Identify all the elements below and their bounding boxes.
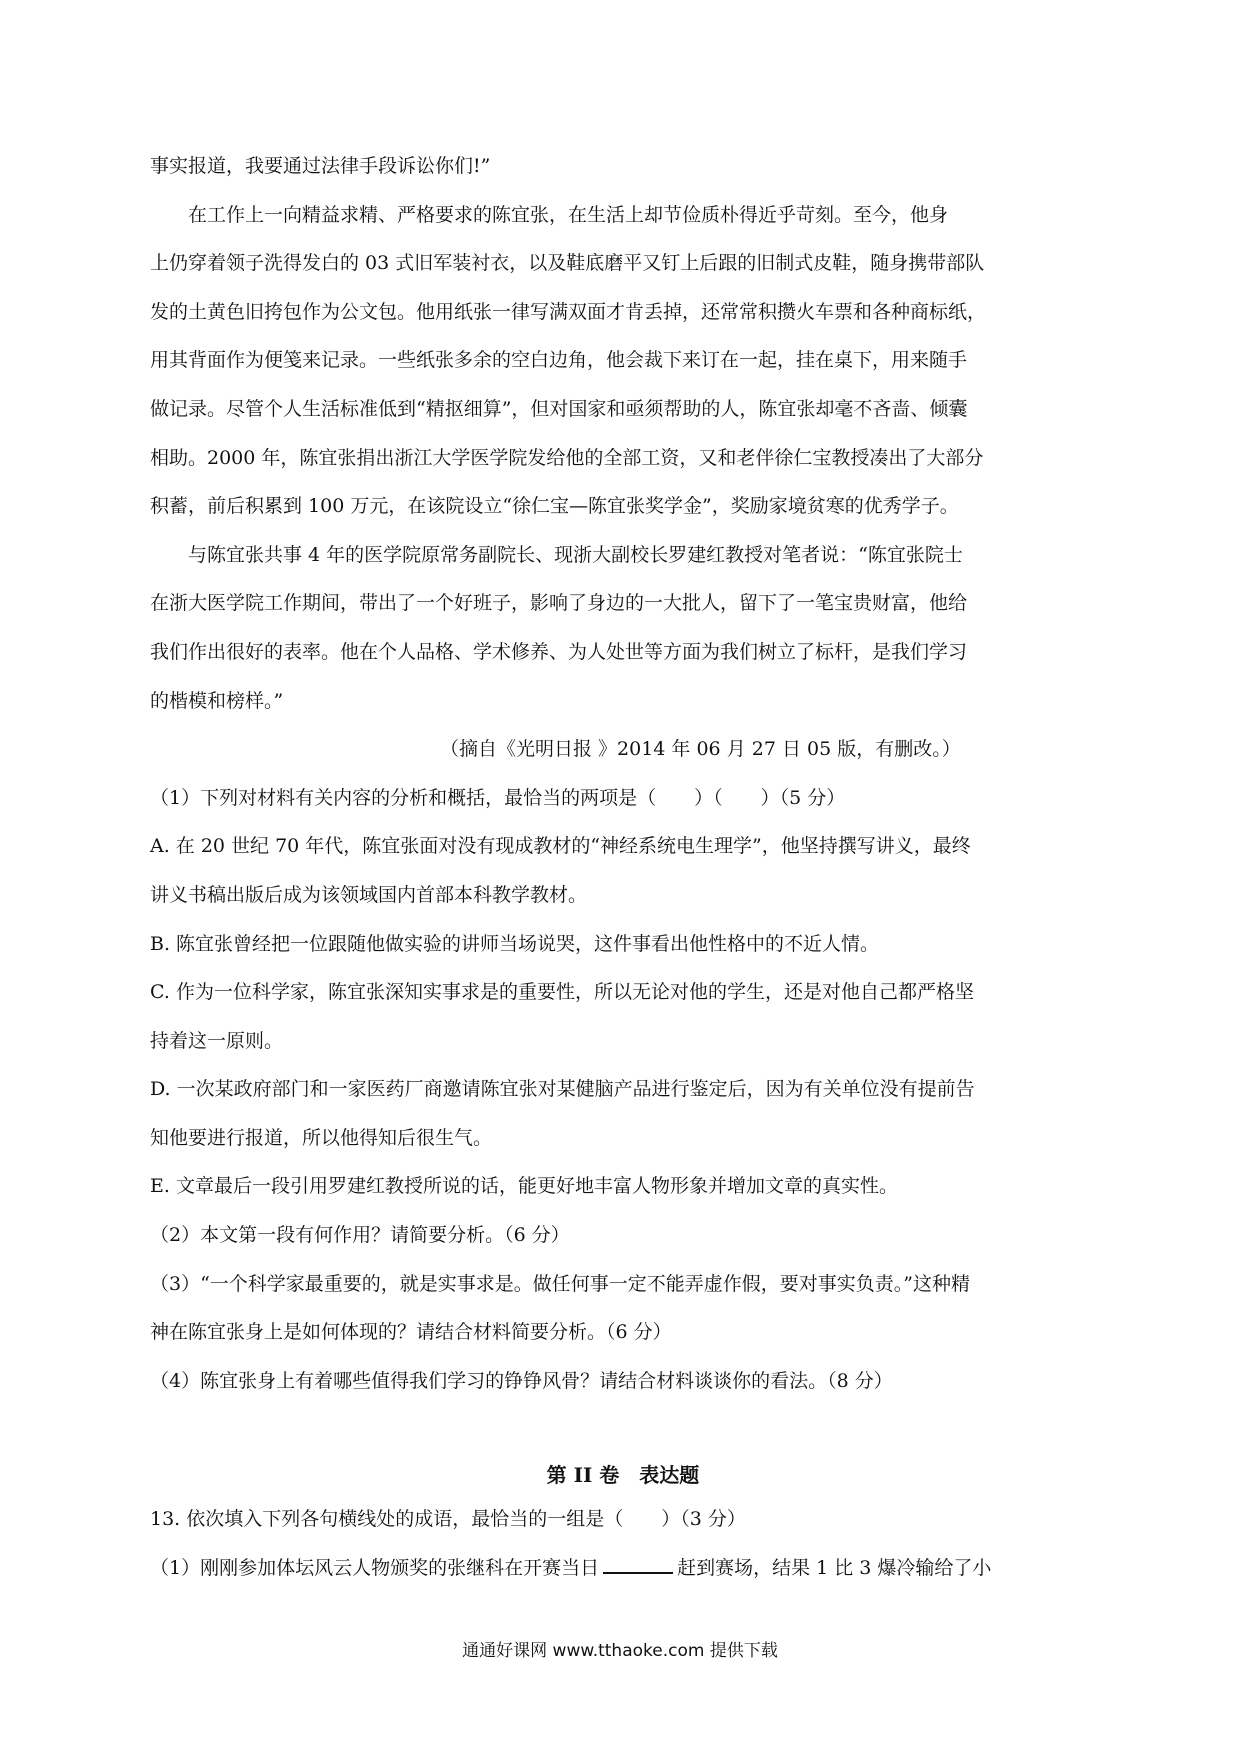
document-body — [150, 142, 1096, 1593]
paragraph-line: 在浙大医学院工作期间，带出了一个好班子，影响了身边的一大批人，留下了一笔宝贵财富，他给 — [150, 592, 968, 615]
option-e: E. 文章最后一段引用罗建红教授所说的话，能更好地丰富人物形象并增加文章的真实性。 — [150, 1175, 898, 1198]
paragraph-line: 在工作上一向精益求精、严格要求的陈宜张，在生活上却节俭质朴得近乎苛刻。至今，他身 — [188, 203, 949, 226]
option-a: 讲义书稿出版后成为该领域国内首部本科教学教材。 — [150, 883, 588, 906]
item-text-after: 赶到赛场，结果 1 比 3 爆冷输给了小 — [677, 1557, 992, 1580]
paragraph-line: 用其背面作为便笺来记录。一些纸张多余的空白边角，他会裁下来订在一起，挂在桌下，用来随手 — [150, 349, 968, 372]
option-d: D. 一次某政府部门和一家医药厂商邀请陈宜张对某健脑产品进行鉴定后，因为有关单位没有提前告 — [150, 1078, 975, 1101]
question-13-stem: 13. 依次填入下列各句横线处的成语，最恰当的一组是（ ）（3 分） — [150, 1508, 746, 1531]
paragraph-line: 我们作出很好的表率。他在个人品格、学术修养、为人处世等方面为我们树立了标杆，是我们学习 — [150, 640, 968, 663]
option-d: 知他要进行报道，所以他得知后很生气。 — [150, 1126, 493, 1149]
option-c: 持着这一原则。 — [150, 1029, 284, 1052]
paragraph-line: 发的土黄色旧挎包作为公文包。他用纸张一律写满双面才肯丢掉，还常常积攒火车票和各种商标纸， — [150, 300, 987, 323]
question-3: （3）“一个科学家最重要的，就是实事求是。做任何事一定不能弄虚作假，要对事实负责。”这种精 — [150, 1272, 971, 1295]
paragraph-line: 上仍穿着领子洗得发白的 03 式旧军装衬衣，以及鞋底磨平又钉上后跟的旧制式皮鞋，随身携带部队 — [150, 252, 985, 275]
option-b: B. 陈宜张曾经把一位跟随他做实验的讲师当场说哭，这件事看出他性格中的不近人情。 — [150, 932, 880, 955]
item-text-before: （1）刚刚参加体坛风云人物颁奖的张继科在开赛当日 — [150, 1557, 600, 1580]
question-3: 神在陈宜张身上是如何体现的？请结合材料简要分析。（6 分） — [150, 1321, 672, 1344]
question-1-stem: （1）下列对材料有关内容的分析和概括，最恰当的两项是（ ）（ ）（5 分） — [150, 786, 846, 809]
option-c: C. 作为一位科学家，陈宜张深知实事求是的重要性，所以无论对他的学生，还是对他自己都严格坚 — [150, 981, 974, 1004]
paragraph-line: 的楷模和榜样。” — [150, 689, 284, 712]
paragraph-line: 与陈宜张共事 4 年的医学院原常务副院长、现浙大副校长罗建红教授对笔者说：“陈宜张院士 — [188, 543, 963, 566]
paragraph-line: 相助。2000 年，陈宜张捐出浙江大学医学院发给他的全部工资，又和老伴徐仁宝教授凑出了大部分 — [150, 446, 984, 469]
section-title: 第 II 卷 表达题 — [546, 1463, 700, 1488]
paragraph-line: 事实报道，我要通过法律手段诉讼你们!” — [150, 155, 491, 177]
question-2: （2）本文第一段有何作用？请简要分析。（6 分） — [150, 1224, 570, 1247]
question-4: （4）陈宜张身上有着哪些值得我们学习的铮铮风骨？请结合材料谈谈你的看法。（8 分） — [150, 1369, 893, 1392]
fill-blank — [603, 1554, 673, 1574]
option-a: A. 在 20 世纪 70 年代，陈宜张面对没有现成教材的“神经系统电生理学”，他坚持撰写讲义，最终 — [150, 835, 971, 858]
paragraph-line: 做记录。尽管个人生活标准低到“精抠细算”，但对国家和亟须帮助的人，陈宜张却毫不吝啬、倾囊 — [150, 397, 968, 420]
source-citation: （摘自《光明日报 》2014 年 06 月 27 日 05 版，有删改。） — [440, 738, 961, 761]
paragraph-line: 积蓄，前后积累到 100 万元，在该院设立“徐仁宝—陈宜张奖学金”，奖励家境贫寒的优秀学子。 — [150, 495, 959, 518]
question-13-item-1 — [150, 1544, 1096, 1593]
page-footer: 通通好课网 www.tthaoke.com 提供下载 — [462, 1641, 778, 1661]
